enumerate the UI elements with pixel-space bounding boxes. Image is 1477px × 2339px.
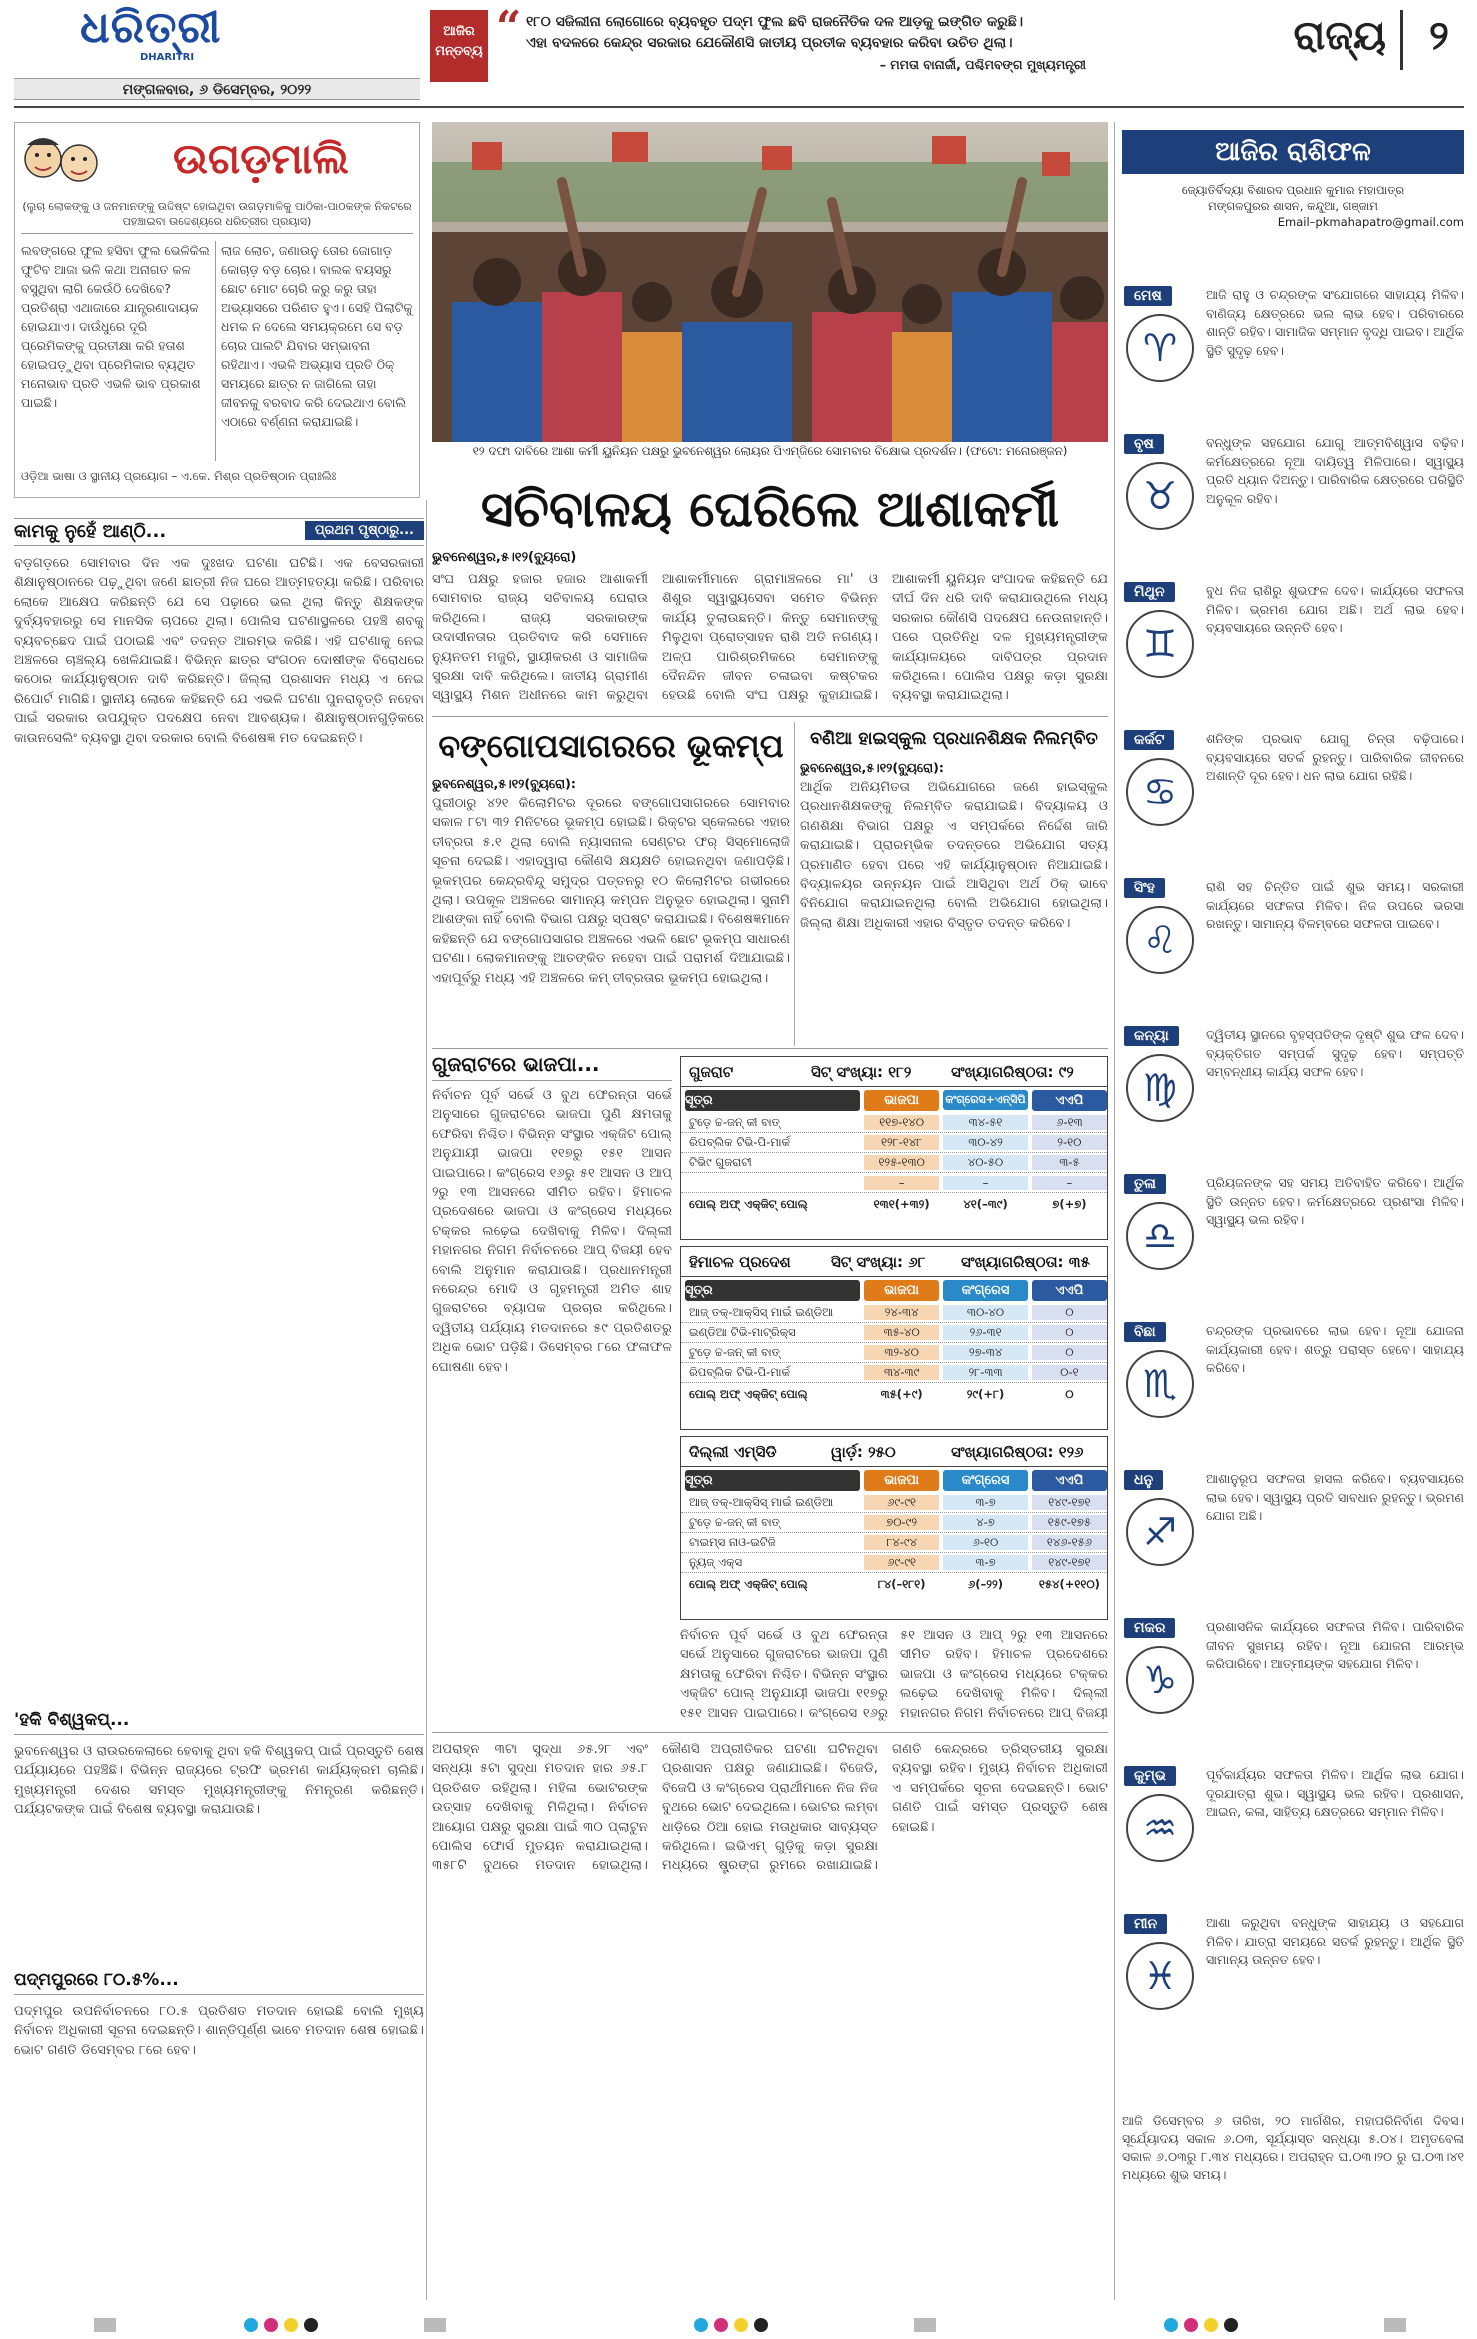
exit-poll-table-delhi-mcd (680, 1436, 1108, 1620)
gray-block (914, 2318, 936, 2332)
cell: ୨୬-୩୧ (943, 1325, 1028, 1340)
photo-illustration (432, 122, 1108, 442)
cell: ୬-୧୦ (943, 1535, 1028, 1550)
cyan-dot (244, 2318, 258, 2332)
table-row (681, 1493, 1107, 1513)
zodiac-list (1122, 242, 1464, 2062)
cell: ୨୭-୩୪ (943, 1345, 1028, 1360)
left-column (14, 510, 424, 2310)
cell: ୩-୭ (943, 1555, 1028, 1570)
zodiac-name: ବିଛା (1124, 1322, 1166, 1342)
zodiac-text: ପୂର୍ବକାର୍ଯ୍ୟର ସଫଳତା ମିଳିବ। ଆର୍ଥିକ ଲାଭ ଯୋଗ। ଦୂରଯାତ୍ରା ଶୁଭ। ସ୍ୱାସ୍ଥ୍ୟ ଭଲ ରହିବ। ପ୍ରଶାସନ, ଆଇନ, କଳା, ସାହିତ୍ୟ କ୍ଷେତ୍ରରେ ସମ୍ମାନ ମିଳିବ। (1206, 1767, 1464, 1819)
lead-body: ସଂଘ ପକ୍ଷରୁ ହଜାର ହଜାର ଆଶାକର୍ମୀ ସୋମବାର ରାଜ୍ୟ ସଚିବାଳୟ ଘେରାଉ କରିଥିଲେ। ରାଜ୍ୟ ସରକାରଙ୍କ ଉଦାସୀନତାର ପ୍ରତିବାଦ କରି ସେମାନେ ନ୍ୟୁନତମ ମଜୁରି, ସ୍ଥାୟୀକରଣ ଓ ସାମାଜିକ ସୁରକ୍ଷା ଦାବି କରିଥିଲେ। ଜାତୀୟ ଗ୍ରାମୀଣ ସ୍ୱାସ୍ଥ୍ୟ ମିଶନ ଅଧୀନରେ କାମ କରୁଥିବା ଆଶାକର୍ମୀମାନେ ଗ୍ରାମାଞ୍ଚଳରେ ମା' ଓ ଶିଶୁର ସ୍ୱାସ୍ଥ୍ୟସେବା ସମେତ ବିଭିନ୍ନ କାର୍ଯ୍ୟ ତୁଲାଉଛନ୍ତି। କିନ୍ତୁ ସେମାନଙ୍କୁ ମିଳୁଥିବା ପ୍ରୋତ୍ସାହନ ରାଶି ଅତି ନଗଣ୍ୟ। ଅଳ୍ପ ପାରିଶ୍ରମିକରେ ସେମାନଙ୍କୁ ଦୈନନ୍ଦିନ ଜୀବନ ଚଳାଇବା କଷ୍ଟକର ହେଉଛି ବୋଲି ସଂଘ ପକ୍ଷରୁ କୁହାଯାଇଛି। ଆଶାକର୍ମୀ ୟୁନିୟନ ସଂପାଦକ କହିଛନ୍ତି ଯେ ଦୀର୍ଘ ଦିନ ଧରି ଦାବି କରାଯାଉଥିଲେ ମଧ୍ୟ ସରକାର କୌଣସି ପଦକ୍ଷେପ ନେଉନାହାନ୍ତି। ପରେ ପ୍ରତିନିଧି ଦଳ ମୁଖ୍ୟମନ୍ତ୍ରୀଙ୍କ କାର୍ଯ୍ୟାଳୟରେ ଦାବିପତ୍ର ପ୍ରଦାନ କରିଥିଲେ। ପୋଲିସ ପକ୍ଷରୁ କଡ଼ା ସୁରକ୍ଷା ବ୍ୟବସ୍ଥା କରାଯାଇଥିଲା। (432, 572, 1108, 704)
magenta-dot (1184, 2318, 1198, 2332)
cartoon-col-1: ଲବଙ୍ଗରେ ଫୁଲ ହସିବା ଫୁଲ ଭେଳିକିଲ ଫୁଟିବ ଆଜା ଭଳି କଥା ଅନାଗତ କଳ ବସୁଥିବା ଲାଗି କେଉଁଠି ଦେଖିବେ? ପ୍ରତିଶ୍ରା ଏଥାଜାରେ ଯାନ୍ତ୍ରଣାଦାୟକ ହୋଇଯାଏ। ଦାଉଁଧୁରେ ଦୂରି ପ୍ରେମିକଙ୍କୁ ପ୍ରତୀକ୍ଷା କରି ହତାଶ ହୋଇପଡ଼ୁଥିବା ପ୍ରେମିକାର ବ୍ୟଥିତ ମନୋଭାବ ପ୍ରତି ଏଭଳି ଭାବ ପ୍ରକାଶ ପାଇଛି। (21, 243, 210, 410)
zodiac-name: ମକର (1124, 1618, 1175, 1638)
magenta-dot (714, 2318, 728, 2332)
bottom-section-rule (432, 1732, 1108, 1733)
teacher-body: ଆର୍ଥିକ ଅନିୟମିତତା ଅଭିଯୋଗରେ ଜଣେ ହାଇସ୍କୁଲ ପ୍ରଧାନଶିକ୍ଷକଙ୍କୁ ନିଲମ୍ବିତ କରାଯାଇଛି। ବିଦ୍ୟାଳୟ ଓ ଗଣଶିକ୍ଷା ବିଭାଗ ପକ୍ଷରୁ ଏ ସମ୍ପର୍କରେ ନିର୍ଦ୍ଦେଶ ଜାରି କରାଯାଇଛି। ପ୍ରାରମ୍ଭିକ ତଦନ୍ତରେ ଅଭିଯୋଗ ସତ୍ୟ ପ୍ରମାଣିତ ହେବା ପରେ ଏହି କାର୍ଯ୍ୟାନୁଷ୍ଠାନ ନିଆଯାଇଛି। ବିଦ୍ୟାଳୟର ଉନ୍ନୟନ ପାଇଁ ଆସିଥିବା ଅର୍ଥ ଠିକ୍ ଭାବେ ବିନିଯୋଗ କରାଯାଇନଥିଲା ବୋଲି ଅଭିଯୋଗ ହୋଇଥିଲା। ଜିଲ୍ଲା ଶିକ୍ଷା ଅଧିକାରୀ ଏହାର ବିସ୍ତୃତ ତଦନ୍ତ କରିବେ। (800, 780, 1108, 931)
table-state: ହିମାଚଳ ପ୍ରଦେଶ (689, 1252, 791, 1271)
logo-subtitle: DHARITRI (140, 52, 195, 63)
zodiac-glyph-icon: ♓ (1126, 1942, 1194, 2010)
cell: ୨-୧୦ (1032, 1135, 1107, 1150)
cell: ୭(+୭) (1052, 1196, 1087, 1211)
quote-label-top: ଆଜିର (443, 24, 475, 39)
table-seats: ସିଟ୍ ସଂଖ୍ୟା: ୧୮୨ (811, 1062, 912, 1081)
table-row (681, 1133, 1107, 1153)
cell: ୧୪୯-୧୭୧ (1032, 1555, 1107, 1570)
protest-photo (432, 122, 1108, 442)
cell: ୩୫-୪୦ (864, 1325, 939, 1340)
zodiac-glyph-icon: ♑ (1126, 1646, 1194, 1714)
article-head: କାମକୁ ନୁହେଁ ଆଣ୍ଠି... (14, 521, 167, 542)
cell: ୨୯(+୮) (966, 1386, 1005, 1401)
mid-rule (432, 1048, 1108, 1049)
astrologer-email: Email–pkmahapatro@gmail.com (1277, 215, 1464, 229)
quake-dateline: ଭୁବନେଶ୍ୱର,୫।୧୨(ବ୍ୟୁରୋ): (432, 776, 576, 791)
yellow-dot (734, 2318, 748, 2332)
cell: ୦ (1032, 1345, 1107, 1360)
quake-body: ପୁରୀଠାରୁ ୪୨୧ କିଲୋମିଟର ଦୂରରେ ବଙ୍ଗୋପସାଗରରେ ସୋମବାର ସକାଳ ୮ଟା ୩୨ ମିନିଟରେ ଭୂକମ୍ପ ହୋଇଛି। ରିକ୍ଟର ସ୍କେଲରେ ଏହାର ତୀବ୍ରତା ୫.୧ ଥିଲା ବୋଲି ନ୍ୟାସନାଲ ସେଣ୍ଟର ଫର୍ ସିସ୍‌ମୋଲୋଜି ସୂଚନା ଦେଇଛି। ଏହାଦ୍ୱାରା କୌଣସି କ୍ଷୟକ୍ଷତି ହୋଇନଥିବା ଜଣାପଡ଼ିଛି। ଭୂକମ୍ପର କେନ୍ଦ୍ରବିନ୍ଦୁ ସମୁଦ୍ର ପତ୍ତନରୁ ୧୦ କିଲୋମିଟର ଗଭୀରରେ ଥିଲା। ଉପକୂଳ ଅଞ୍ଚଳରେ ସାମାନ୍ୟ କମ୍ପନ ଅନୁଭୂତ ହୋଇଥିଲା। ସୁନାମି ଆଶଙ୍କା ନାହିଁ ବୋଲି ବିଭାଗ ପକ୍ଷରୁ ସ୍ପଷ୍ଟ କରାଯାଇଛି। ବିଶେଷଜ୍ଞମାନେ କହିଛନ୍ତି ଯେ ବଙ୍ଗୋପସାଗର ଅଞ୍ଚଳରେ ଏଭଳି ଛୋଟ ଭୂକମ୍ପ ସାଧାରଣ ଘଟଣା। ଲୋକମାନଙ୍କୁ ଆତଙ୍କିତ ନହେବା ପାଇଁ ପରାମର୍ଶ ଦିଆଯାଇଛି। ଏହାପୂର୍ବରୁ ମଧ୍ୟ ଏହି ଅଞ୍ଚଳରେ କମ୍ ତୀବ୍ରତାର ଭୂକମ୍ପ ହୋଇଥିଲା। (432, 796, 790, 986)
col-bjp: ଭାଜପା (864, 1280, 939, 1301)
table-header (681, 1467, 1107, 1493)
table-majority: ସଂଖ୍ୟାଗରିଷ୍ଠତା: ୯୨ (951, 1062, 1074, 1081)
cell: ୧୨୮-୧୪୮ (864, 1135, 939, 1150)
black-dot (1224, 2318, 1238, 2332)
cell: ଟୁଡ଼େ ଚ୍ଚ-ଜନ୍ କୀ ବାତ୍ (689, 1345, 780, 1359)
col-source: ସୂତ୍ର (685, 1280, 860, 1301)
cell: ଟିଭି୯ ଗୁଜରାଟୀ (689, 1155, 752, 1169)
quote-line-1: ୧୮୦ ସଜିଲୀନା ଲୋଗୋରେ ବ୍ୟବହୃତ ପଦ୍ମ ଫୁଲ ଛବି ରାଜନୈତିକ ଦଳ ଆଡ଼କୁ ଇଙ୍ଗିତ କରୁଛି। (526, 14, 1023, 30)
exit-poll-table-gujarat (680, 1056, 1108, 1240)
cell: ୩୪-୩୯ (864, 1365, 939, 1380)
padmapur-body: ପଦ୍ମପୁର ଉପନିର୍ବାଚନରେ ୮୦.୫ ପ୍ରତିଶତ ମତଦାନ ହୋଇଛି ବୋଲି ମୁଖ୍ୟ ନିର୍ବାଚନ ଅଧିକାରୀ ସୂଚନା ଦେଇଛନ୍ତି। ଶାନ୍ତିପୂର୍ଣ୍ଣ ଭାବେ ମତଦାନ ଶେଷ ହୋଇଛି। ଭୋଟ ଗଣତି ଡିସେମ୍ବର ୮ରେ ହେବ। (14, 2004, 424, 2058)
cell: ୨୮-୩୩ (943, 1365, 1028, 1380)
cartoon-faces (21, 129, 101, 201)
hockey-body: ଭୁବନେଶ୍ୱର ଓ ରାଉରକେଲାରେ ହେବାକୁ ଥିବା ହକି ବିଶ୍ୱକପ୍ ପାଇଁ ପ୍ରସ୍ତୁତି ଶେଷ ପର୍ଯ୍ୟାୟରେ ପହଞ୍ଚିଛି। ବିଭିନ୍ନ ରାଜ୍ୟରେ ଟ୍ରଫି ଭ୍ରମଣ କାର୍ଯ୍ୟକ୍ରମ ଚାଲିଛି। ମୁଖ୍ୟମନ୍ତ୍ରୀ ଦେଶର ସମସ୍ତ ମୁଖ୍ୟମନ୍ତ୍ରୀଙ୍କୁ ନିମନ୍ତ୍ରଣ କରିଛନ୍ତି। ପର୍ଯ୍ୟଟକଙ୍କ ପାଇଁ ବିଶେଷ ବ୍ୟବସ୍ଥା କରାଯାଉଛି। (14, 1744, 424, 1818)
quote-line-2: ଏହା ବଦଳରେ କେନ୍ଦ୍ର ସରକାର ଯେକୌଣସି ଜାତୀୟ ପ୍ରତୀକ ବ୍ୟବହାର କରିବା ଉଚିତ ଥିଲା। (526, 35, 1013, 51)
table-row (681, 1113, 1107, 1133)
col-divider-1 (426, 500, 427, 2300)
table-footer (681, 1193, 1107, 1215)
zodiac-sign-11 (1122, 1766, 1464, 1908)
cell: ୧୨୫-୧୩୦ (864, 1155, 939, 1170)
cell: ୭୦-୯୨ (864, 1515, 939, 1530)
col-congress: କଂଗ୍ରେସ (943, 1280, 1028, 1301)
col-aap: ଏଏପି (1032, 1470, 1107, 1491)
yellow-dot (1204, 2318, 1218, 2332)
quake-headline: ବଙ୍ଗୋପସାଗରରେ ଭୂକମ୍ପ (438, 727, 784, 765)
zodiac-sign-4 (1122, 730, 1464, 872)
zodiac-sign-3 (1122, 582, 1464, 724)
astrologer-address: ମଙ୍ଗଳପୁରର ଶାସନ, କନ୍ଦୁଆ, ଗଞ୍ଜାମ (1208, 199, 1378, 213)
zodiac-sign-2 (1122, 434, 1464, 576)
zodiac-glyph-icon: ♉ (1126, 462, 1194, 530)
cyan-dot (694, 2318, 708, 2332)
yellow-dot (284, 2318, 298, 2332)
zodiac-sign-1 (1122, 286, 1464, 428)
zodiac-sign-7 (1122, 1174, 1464, 1316)
cartoon-illustration (21, 129, 101, 201)
zodiac-glyph-icon: ♒ (1126, 1794, 1194, 1862)
cell: ୦ (1032, 1325, 1107, 1340)
lead-bottom-rule (432, 716, 1108, 717)
col-aap: ଏଏପି (1032, 1090, 1107, 1111)
cell: ୮୪-୯୪ (864, 1535, 939, 1550)
sub-head-padmapur: ପଦ୍ମପୁରରେ ୮୦.୫%... (14, 1970, 424, 1995)
table-footer (681, 1383, 1107, 1405)
zodiac-name: ମେଷ (1124, 286, 1172, 306)
table-seats: ୱାର୍ଡ଼: ୨୫୦ (831, 1442, 896, 1461)
cell: ୩୫(+୯) (880, 1386, 923, 1401)
cartoon-box (14, 122, 420, 498)
zodiac-text: ଆଶା କରୁଥିବା ବନ୍ଧୁଙ୍କ ସାହାଯ୍ୟ ଓ ସହଯୋଗ ମିଳିବ। ଯାତ୍ରା ସମୟରେ ସତର୍କ ରୁହନ୍ତୁ। ଆର୍ଥିକ ସ୍ଥିତି ସାମାନ୍ୟ ଉନ୍ନତ ହେବ। (1206, 1915, 1464, 1967)
col-bjp: ଭାଜପା (864, 1470, 939, 1491)
cell: ଆଜ୍ ତକ୍-ଆକ୍ସିସ୍ ମାଇଁ ଇଣ୍ଡିଆ (689, 1495, 834, 1509)
table-row (681, 1173, 1107, 1193)
cell: ରିପବ୍ଲିକ ଟିଭି-ପି-ମାର୍କ (689, 1365, 790, 1379)
col-congress: କଂଗ୍ରେସ (943, 1470, 1028, 1491)
quake-teacher-divider (794, 722, 795, 1046)
zodiac-name: କନ୍ୟା (1124, 1026, 1179, 1046)
black-dot (754, 2318, 768, 2332)
col-bjp: ଭାଜପା (864, 1090, 939, 1111)
cell: ଟୁଡ଼େ ଚ୍ଚ-ଜନ୍ କୀ ବାତ୍ (689, 1115, 780, 1129)
gujarat-head: ଗୁଜରାଟରେ ଭାଜପା... (432, 1052, 672, 1081)
zodiac-name: କୁମ୍ଭ (1124, 1766, 1176, 1786)
table-row (681, 1343, 1107, 1363)
cyan-dot (1164, 2318, 1178, 2332)
black-dot (304, 2318, 318, 2332)
table-majority: ସଂଖ୍ୟାଗରିଷ୍ଠତା: ୧୨୬ (951, 1442, 1084, 1461)
cell: ୬୯-୯୧ (864, 1555, 939, 1570)
section-divider (1400, 10, 1403, 70)
zodiac-text: ପ୍ରଶାସନିକ କାର୍ଯ୍ୟରେ ସଫଳତା ମିଳିବ। ପାରିବାରିକ ଜୀବନ ସୁଖମୟ ରହିବ। ନୂଆ ଯୋଜନା ଆରମ୍ଭ କରିପାରିବେ। ଆତ୍ମୀୟଙ୍କ ସହଯୋଗ ମିଳିବ। (1206, 1619, 1464, 1671)
zodiac-glyph-icon: ♈ (1126, 314, 1194, 382)
table-footer (681, 1573, 1107, 1595)
cell: ୩୨-୪୦ (864, 1345, 939, 1360)
zodiac-name: ବୃଷ (1124, 434, 1164, 454)
astrologer-name: ଜ୍ୟୋତିର୍ବିଦ୍ୟା ବିଶାରଦ ପ୍ରଧାନ କୁମାର ମହାପାତ୍ର (1181, 183, 1405, 197)
table-seats: ସିଟ୍ ସଂଖ୍ୟା: ୬୮ (831, 1252, 926, 1271)
zodiac-sign-8 (1122, 1322, 1464, 1464)
zodiac-glyph-icon: ♊ (1126, 610, 1194, 678)
zodiac-text: ରାଶି ସହ ଚିନ୍ତିତ ପାଇଁ ଶୁଭ ସମୟ। ସରକାରୀ କାର୍ଯ୍ୟରେ ସଫଳତା ମିଳିବ। ନିଜ ଉପରେ ଭରସା ରଖନ୍ତୁ। ସାମାନ୍ୟ ବିଳମ୍ବରେ ସଫଳତା ପାଇବେ। (1206, 879, 1464, 931)
cell: ୦-୧ (1032, 1365, 1107, 1380)
table-row (681, 1153, 1107, 1173)
table-row (681, 1553, 1107, 1573)
zodiac-text: ଦ୍ୱିତୀୟ ସ୍ଥାନରେ ବୃହସ୍ପତିଙ୍କ ଦୃଷ୍ଟି ଶୁଭ ଫଳ ଦେବ। ବ୍ୟକ୍ତିଗତ ସମ୍ପର୍କ ସୁଦୃଢ଼ ହେବ। ସମ୍ପତ୍ତି ସମ୍ବନ୍ଧୀୟ କାର୍ଯ୍ୟ ସଫଳ ହେବ। (1206, 1027, 1464, 1079)
logo: ଧରିତ୍ରୀ (80, 2, 222, 53)
cell: ୬୯-୯୧ (864, 1495, 939, 1510)
cell: ପୋଲ୍ ଅଫ୍ ଏକ୍ଜିଟ୍ ପୋଲ୍ (689, 1196, 808, 1211)
table-header (681, 1277, 1107, 1303)
zodiac-name: ମୀନ (1124, 1914, 1167, 1934)
section-name: ରାଜ୍ୟ (1293, 12, 1386, 59)
zodiac-sign-12 (1122, 1914, 1464, 2056)
cell: ରିପବ୍ଲିକ ଟିଭି-ପି-ମାର୍କ (689, 1135, 790, 1149)
print-marks (0, 2310, 1477, 2339)
cartoon-subtitle: (ଲୁଚା ଲୋକଙ୍କୁ ଓ ଜନମାନଙ୍କୁ ଉଦ୍ଦିଷ୍ଟ ହୋଇଥିବା ଉଗଡ଼ମାଳିକୁ ପାଠିକା-ପାଠକଙ୍କ ନିକଟରେ ପହଞ୍ଚାଇବା ଉଦ୍ଦେଶ୍ୟରେ ଧରିତ୍ରୀର ପ୍ରୟାସ) (21, 199, 413, 234)
zodiac-text: ଚନ୍ଦ୍ରଙ୍କ ପ୍ରଭାବରେ ଲାଭ ହେବ। ନୂଆ ଯୋଜନା କାର୍ଯ୍ୟକାରୀ ହେବ। ଶତ୍ରୁ ପରାସ୍ତ ହେବେ। ସାହାଯ୍ୟ କରିବେ। (1206, 1323, 1464, 1375)
cell: ୧୪୯-୧୭୧ (1032, 1495, 1107, 1510)
teacher-dateline: ଭୁବନେଶ୍ୱର,୫।୧୨(ବ୍ୟୁରୋ): (800, 760, 944, 775)
cell: ୪୦-୫୦ (943, 1155, 1028, 1170)
horoscope-section (1122, 122, 1464, 2302)
gujarat-body: ନିର୍ବାଚନ ପୂର୍ବ ସର୍ଭେ ଓ ବୁଥ ଫେରନ୍ତା ସର୍ଭେ ଅନୁସାରେ ଗୁଜରାଟରେ ଭାଜପା ପୁଣି କ୍ଷମତାକୁ ଫେରିବା ନିଶ୍ଚିତ। ବିଭିନ୍ନ ସଂସ୍ଥାର ଏକ୍ଜିଟ ପୋଲ୍ ଅନୁଯାୟୀ ଭାଜପା ୧୧୭ରୁ ୧୫୧ ଆସନ ପାଇପାରେ। କଂଗ୍ରେସ ୧୬ରୁ ୫୧ ଆସନ ଓ ଆପ୍ ୨ରୁ ୧୩ ଆସନରେ ସୀମିତ ରହିବ। ହିମାଚଳ ପ୍ରଦେଶରେ ଭାଜପା ଓ କଂଗ୍ରେସ ମଧ୍ୟରେ ଟକ୍କର ଲଢ଼େଇ ଦେଖିବାକୁ ମିଳିବ। ଦିଲ୍ଲୀ ମହାନଗର ନିଗମ ନିର୍ବାଚନରେ ଆପ୍ ବିଜୟୀ ହେବ ବୋଲି ଅନୁମାନ କରାଯାଉଛି। ପ୍ରଧାନମନ୍ତ୍ରୀ ନରେନ୍ଦ୍ର ମୋଦି ଓ ଗୃହମନ୍ତ୍ରୀ ଅମିତ ଶାହ ଗୁଜରାଟରେ ବ୍ୟାପକ ପ୍ରଚାର କରିଥିଲେ। ଦ୍ୱିତୀୟ ପର୍ଯ୍ୟାୟ ମତଦାନରେ ୫୯ ପ୍ରତିଶତରୁ ଅଧିକ ଭୋଟ ପଡ଼ିଛି। ଡିସେମ୍ବର ୮ରେ ଫଳାଫଳ ଘୋଷଣା ହେବ। (432, 1088, 672, 1375)
sub-head-hockey: 'ହକି ବିଶ୍ୱକପ୍... (14, 1710, 424, 1735)
cartoon-credit: ଓଡ଼ିଆ ଭାଷା ଓ ସ୍ଥାନୀୟ ପ୍ରୟୋଗ – ଏ.କେ. ମିଶ୍ର ପ୍ରତିଷ୍ଠାନ ପ୍ରାଃଲିଃ (21, 469, 337, 483)
zodiac-sign-5 (1122, 878, 1464, 1020)
cell: ୧୪୬-୧୫୬ (1032, 1535, 1107, 1550)
cell: ଇଣ୍ଡିଆ ଟିଭି-ମାଟ୍ରିକ୍ସ (689, 1325, 796, 1339)
col-aap: ଏଏପି (1032, 1280, 1107, 1301)
cell: ୩୦-୪୦ (943, 1305, 1028, 1320)
zodiac-glyph-icon: ♎ (1126, 1202, 1194, 1270)
teacher-headline: ବଣିଆ ହାଇସ୍କୁଲ ପ୍ରଧାନଶିକ୍ଷକ ନିଲମ୍ବିତ (810, 729, 1098, 749)
zodiac-glyph-icon: ♏ (1126, 1350, 1194, 1418)
lead-dateline: ଭୁବନେଶ୍ୱର,୫।୧୨(ବ୍ୟୁରୋ) (432, 550, 577, 565)
masthead-rule (14, 106, 1464, 108)
table-state: ଗୁଜରାଟ (689, 1062, 734, 1081)
zodiac-text: ବୁଧ ନିଜ ରାଶିରୁ ଶୁଭଫଳ ଦେବ। କାର୍ଯ୍ୟରେ ସଫଳତା ମିଳିବ। ଭ୍ରମଣ ଯୋଗ ଅଛି। ଅର୍ଥ ଲାଭ ହେବ। ବ୍ୟବସାୟରେ ଉନ୍ନତି ହେବ। (1206, 583, 1464, 635)
zodiac-text: ପ୍ରିୟଜନଙ୍କ ସହ ସମୟ ଅତିବାହିତ କରିବେ। ଆର୍ଥିକ ସ୍ଥିତି ଉନ୍ନତ ହେବ। କର୍ମକ୍ଷେତ୍ରରେ ପ୍ରଶଂସା ମିଳିବ। ସ୍ୱାସ୍ଥ୍ୟ ଭଲ ରହିବ। (1206, 1175, 1464, 1227)
cell: ପୋଲ୍ ଅଫ୍ ଏକ୍ଜିଟ୍ ପୋଲ୍ (689, 1386, 808, 1401)
cell: ଟାଇମ୍ସ ନାଓ-ଇଟିଜି (689, 1535, 776, 1549)
zodiac-text: ଆଜି ରାହୁ ଓ ଚନ୍ଦ୍ରଙ୍କ ସଂଯୋଗରେ ସାହାଯ୍ୟ ମିଳିବ। ବାଣିଜ୍ୟ କ୍ଷେତ୍ରରେ ଭଲ ଲାଭ ହେବ। ପରିବାରରେ ଶାନ୍ତି ରହିବ। ସାମାଜିକ ସମ୍ମାନ ବୃଦ୍ଧି ପାଇବ। ଆର୍ଥିକ ସ୍ଥିତି ସୁଦୃଢ଼ ହେବ। (1206, 287, 1464, 358)
masthead (0, 0, 1477, 122)
left-body: ବଡ଼ଗଡ଼ରେ ସୋମବାର ଦିନ ଏକ ଦୁଃଖଦ ଘଟଣା ଘଟିଛି। ଏକ ବେସରକାରୀ ଶିକ୍ଷାନୁଷ୍ଠାନରେ ପଢ଼ୁଥିବା ଜଣେ ଛାତ୍ରୀ ନିଜ ଘରେ ଆତ୍ମହତ୍ୟା କରିଛି। ପରିବାର ଲୋକେ ଆକ୍ଷେପ କରିଛନ୍ତି ଯେ ସେ ପଢ଼ାରେ ଭଲ ଥିଲା କିନ୍ତୁ ଶିକ୍ଷକଙ୍କ ଦୁର୍ବ୍ୟବହାରରୁ ସେ ମାନସିକ ଚାପରେ ଥିଲା। ପୋଲିସ ଘଟଣାସ୍ଥଳରେ ପହଞ୍ଚି ଶବକୁ ବ୍ୟବଚ୍ଛେଦ ପାଇଁ ପଠାଇଛି ଏବଂ ତଦନ୍ତ ଆରମ୍ଭ କରିଛି। ଏହି ଘଟଣାକୁ ନେଇ ଅଞ୍ଚଳରେ ଚାଞ୍ଚଲ୍ୟ ଖେଳିଯାଇଛି। ବିଭିନ୍ନ ଛାତ୍ର ସଂଗଠନ ଦୋଷୀଙ୍କ ବିରୋଧରେ କଠୋର କାର୍ଯ୍ୟାନୁଷ୍ଠାନ ଦାବି କରିଛନ୍ତି। ଜିଲ୍ଲା ପ୍ରଶାସନ ମଧ୍ୟ ଏ ନେଇ ରିପୋର୍ଟ ମାଗିଛି। ସ୍ଥାନୀୟ ଲୋକେ କହିଛନ୍ତି ଯେ ଏଭଳି ଘଟଣା ପୁନରାବୃତ୍ତି ନହେବା ପାଇଁ ସରକାର ଉପଯୁକ୍ତ ପଦକ୍ଷେପ ନେବା ଆବଶ୍ୟକ। ଶିକ୍ଷାନୁଷ୍ଠାନଗୁଡ଼ିକରେ କାଉନସେଲିଂ ବ୍ୟବସ୍ଥା ଥିବା ଦରକାର ବୋଲି ବିଶେଷଜ୍ଞ ମତ ଦେଇଛନ୍ତି। (14, 556, 424, 746)
table-title (681, 1437, 1107, 1467)
quote-label (430, 10, 488, 82)
cell: ୦ (1065, 1386, 1074, 1401)
col-source: ସୂତ୍ର (685, 1470, 860, 1491)
horoscope-footer: ଆଜି ଡିସେମ୍ବର ୬ ତାରିଖ, ୨୦ ମାର୍ଗଶିର, ମହାପରିନିର୍ବାଣ ଦିବସ। ସୂର୍ଯ୍ୟୋଦୟ ସକାଳ ୬.୦୩, ସୂର୍ଯ୍ୟାସ୍ତ ସନ୍ଧ୍ୟା ୫.୦୪। ଅମୃତବେଳା ସକାଳ ୬.୦୩ରୁ ୮.୩୪ ମଧ୍ୟରେ। ଅପରାହ୍ନ ଘ.୦୩।୨୦ ରୁ ଘ.୦୩।୪୧ ମଧ୍ୟରେ ଶୁଭ ସମୟ। (1122, 2113, 1464, 2182)
table-header (681, 1087, 1107, 1113)
col-divider-2 (1114, 122, 1115, 2300)
cell: – (943, 1176, 1028, 1190)
zodiac-name: କର୍କଟ (1124, 730, 1174, 750)
zodiac-sign-6 (1122, 1026, 1464, 1168)
cell: ୪-୭ (943, 1515, 1028, 1530)
quote-text (526, 12, 1086, 75)
cell: ୧୧୭-୧୪୦ (864, 1115, 939, 1130)
cell: ୬-୧୩ (1032, 1115, 1107, 1130)
cell: ୧୫୯-୧୭୫ (1032, 1515, 1107, 1530)
cell: – (864, 1176, 939, 1190)
magenta-dot (264, 2318, 278, 2332)
zodiac-glyph-icon: ♌ (1126, 906, 1194, 974)
table-row (681, 1513, 1107, 1533)
lead-headline: ସଚିବାଳୟ ଘେରିଲେ ଆଶାକର୍ମୀ (480, 479, 1060, 538)
cartoon-col-divider (215, 241, 216, 461)
cell: ୬(–୨୨) (968, 1576, 1003, 1591)
quote-author: – ମମତା ବାନାର୍ଜୀ, ପଶ୍ଚିମବଙ୍ଗ ମୁଖ୍ୟମନ୍ତ୍ରୀ (879, 57, 1086, 72)
table-row (681, 1363, 1107, 1383)
cell: – (1032, 1176, 1107, 1190)
table-row (681, 1303, 1107, 1323)
table-row (681, 1533, 1107, 1553)
cell: ୦ (1032, 1305, 1107, 1320)
cell: ନ୍ୟୁଜ୍ ଏକ୍ସ (689, 1555, 743, 1569)
cell: ୩୪-୫୧ (943, 1115, 1028, 1130)
cell: ୩୦-୪୨ (943, 1135, 1028, 1150)
table-title (681, 1247, 1107, 1277)
col-congress: କଂଗ୍ରେସ+ଏନ୍‌ସିପି (943, 1090, 1028, 1110)
quote-label-bottom: ମନ୍ତବ୍ୟ (435, 44, 483, 59)
table-majority: ସଂଖ୍ୟାଗରିଷ୍ଠତା: ୩୫ (961, 1252, 1090, 1271)
zodiac-name: ଧନୁ (1124, 1470, 1163, 1490)
cell: ୪୧(–୩୯) (963, 1196, 1008, 1211)
horoscope-author (1122, 182, 1464, 230)
zodiac-text: ଶନିଙ୍କ ପ୍ରଭାବ ଯୋଗୁ ଚିନ୍ତା ବଢ଼ିପାରେ। ବ୍ୟବସାୟରେ ସତର୍କ ରୁହନ୍ତୁ। ପାରିବାରିକ ଜୀବନରେ ଅଶାନ୍ତି ଦୂର ହେବ। ଧନ ଲାଭ ଯୋଗ ରହିଛି। (1206, 731, 1464, 783)
zodiac-glyph-icon: ♐ (1126, 1498, 1194, 1566)
exit-poll-table-himachal (680, 1246, 1108, 1430)
cell: ୮୪(–୧୮୧) (877, 1576, 926, 1591)
quote-mark: “ (496, 2, 522, 53)
zodiac-sign-10 (1122, 1618, 1464, 1760)
horoscope-title-bar: ଆଜିର ରାଶିଫଳ (1122, 130, 1464, 174)
continued-badge: ପ୍ରଥମ ପୃଷ୍ଠାରୁ... (305, 521, 424, 540)
page-number: ୨ (1429, 12, 1449, 59)
zodiac-sign-9 (1122, 1470, 1464, 1612)
gray-block (424, 2318, 446, 2332)
table-title (681, 1057, 1107, 1087)
zodiac-text: ବନ୍ଧୁଙ୍କ ସହଯୋଗ ଯୋଗୁ ଆତ୍ମବିଶ୍ୱାସ ବଢ଼ିବ। କର୍ମକ୍ଷେତ୍ରରେ ନୂଆ ଦାୟିତ୍ୱ ମିଳିପାରେ। ସ୍ୱାସ୍ଥ୍ୟ ପ୍ରତି ଧ୍ୟାନ ଦିଅନ୍ତୁ। ପାରିବାରିକ କ୍ଷେତ୍ରରେ ପରିସ୍ଥିତି ଅନୁକୂଳ ରହିବ। (1206, 435, 1464, 506)
cell: ୧୩୧(+୩୨) (873, 1196, 930, 1211)
gray-block (1384, 2318, 1406, 2332)
left-kicker (14, 518, 424, 546)
cell: ପୋଲ୍ ଅଫ୍ ଏକ୍ଜିଟ୍ ପୋଲ୍ (689, 1576, 808, 1591)
cell: ୩-୫ (1032, 1155, 1107, 1170)
zodiac-glyph-icon: ♍ (1126, 1054, 1194, 1122)
zodiac-text: ଆଶାନୁରୂପ ସଫଳତା ହାସଲ କରିବେ। ବ୍ୟବସାୟରେ ଲାଭ ହେବ। ସ୍ୱାସ୍ଥ୍ୟ ପ୍ରତି ସାବଧାନ ରୁହନ୍ତୁ। ଭ୍ରମଣ ଯୋଗ ଅଛି। (1206, 1471, 1464, 1523)
cartoon-col-2: ଲାଜ ଲୋଚ, ଜଣାଉନୁ ତୋର ଜୋଗାଡ଼ କୋଚାଡ଼ ବଡ଼ ଚୋର। ବାଲକ ବୟସରୁ ଛୋଟ ମୋଟ ଚୋରି କରୁ କରୁ ତାହା ଅଭ୍ୟାସରେ ପରିଣତ ହୁଏ। ସେହି ପିଲାଟିକୁ ଧମକ ନ ଦେଲେ ସମୟକ୍ରମେ ସେ ବଡ଼ ଚୋର ପାଲଟି ଯିବାର ସମ୍ଭାବନା ରହିଥାଏ। ଏଭଳି ଅଭ୍ୟାସ ପ୍ରତି ଠିକ୍ ସମୟରେ ଛାତ୍ର ନ ଜାଗିଲେ ତାହା ଜୀବନକୁ ବରବାଦ କରି ଦେଇଥାଏ ବୋଲି ଏଠାରେ ବର୍ଣ୍ଣନା କରାଯାଇଛି। (221, 243, 413, 429)
zodiac-name: ତୁଳା (1124, 1174, 1166, 1194)
gujarat-continued-body: ନିର୍ବାଚନ ପୂର୍ବ ସର୍ଭେ ଓ ବୁଥ ଫେରନ୍ତା ସର୍ଭେ ଅନୁସାରେ ଗୁଜରାଟରେ ଭାଜପା ପୁଣି କ୍ଷମତାକୁ ଫେରିବା ନିଶ୍ଚିତ। ବିଭିନ୍ନ ସଂସ୍ଥାର ଏକ୍ଜିଟ ପୋଲ୍ ଅନୁଯାୟୀ ଭାଜପା ୧୧୭ରୁ ୧୫୧ ଆସନ ପାଇପାରେ। କଂଗ୍ରେସ ୧୬ରୁ ୫୧ ଆସନ ଓ ଆପ୍ ୨ରୁ ୧୩ ଆସନରେ ସୀମିତ ରହିବ। ହିମାଚଳ ପ୍ରଦେଶରେ ଭାଜପା ଓ କଂଗ୍ରେସ ମଧ୍ୟରେ ଟକ୍କର ଲଢ଼େଇ ଦେଖିବାକୁ ମିଳିବ। ଦିଲ୍ଲୀ ମହାନଗର ନିଗମ ନିର୍ବାଚନରେ ଆପ୍ ବିଜୟୀ (680, 1628, 1108, 1721)
zodiac-name: ସିଂହ (1124, 878, 1165, 898)
cell: ୧୫୪(+୧୧୦) (1038, 1576, 1100, 1591)
cell: ଟୁଡ଼େ ଚ୍ଚ-ଜନ୍ କୀ ବାତ୍ (689, 1515, 780, 1529)
bottom-article-body: ଅପରାହ୍ନ ୩ଟା ସୁଦ୍ଧା ୬୫.୨୮ ଏବଂ ସନ୍ଧ୍ୟା ୫ଟା ସୁଦ୍ଧା ମତଦାନ ହାର ୬୫.୮ ପ୍ରତିଶତ ରହିଥିଲା। ମହିଳା ଭୋଟରଙ୍କ ଉତ୍ସାହ ଦେଖିବାକୁ ମିଳିଥିଲା। ନିର୍ବାଚନ ଆୟୋଗ ପକ୍ଷରୁ ସୁରକ୍ଷା ପାଇଁ ୩୦ ପ୍ଲାଟୁନ ପୋଲିସ ଫୋର୍ସ ମୁତୟନ କରାଯାଇଥିଲା। ୩୫୮ଟି ବୁଥରେ ମତଦାନ ହୋଇଥିଲା। କୌଣସି ଅପ୍ରୀତିକର ଘଟଣା ଘଟିନଥିବା ପ୍ରଶାସନ ପକ୍ଷରୁ ଜଣାଯାଇଛି। ବିଜେଡି, ବିଜେପି ଓ କଂଗ୍ରେସ ପ୍ରାର୍ଥୀମାନେ ନିଜ ନିଜ ବୁଥରେ ଭୋଟ ଦେଇଥିଲେ। ଭୋଟର ଲମ୍ବା ଧାଡ଼ିରେ ଠିଆ ହୋଇ ମତାଧିକାର ସାବ୍ୟସ୍ତ କରିଥିଲେ। ଇଭିଏମ୍ ଗୁଡ଼ିକୁ କଡ଼ା ସୁରକ୍ଷା ମଧ୍ୟରେ ଷ୍ଟ୍ରଙ୍ଗ ରୁମରେ ରଖାଯାଇଛି। ଗଣତି କେନ୍ଦ୍ରରେ ତ୍ରିସ୍ତରୀୟ ସୁରକ୍ଷା ବ୍ୟବସ୍ଥା ରହିବ। ମୁଖ୍ୟ ନିର୍ବାଚନ ଅଧିକାରୀ ଏ ସମ୍ପର୍କରେ ସୂଚନା ଦେଇଛନ୍ତି। ଭୋଟ ଗଣତି ପାଇଁ ସମସ୍ତ ପ୍ରସ୍ତୁତି ଶେଷ ହୋଇଛି। (432, 1742, 1108, 1874)
photo-caption: ୧୨ ଦଫା ଦାବିରେ ଆଶା କର୍ମୀ ୟୁନିୟନ ପକ୍ଷରୁ ଭୁବନେଶ୍ୱର ଲୋୟର ପିଏମ୍‌ଜିରେ ସୋମବାର ବିକ୍ଷୋଭ ପ୍ରଦର୍ଶନ। (ଫଟୋ: ମନୋରଞ୍ଜନ) (472, 444, 1068, 458)
cell: ୩-୭ (943, 1495, 1028, 1510)
date-bar: ମଙ୍ଗଳବାର, ୬ ଡିସେମ୍ବର, ୨୦୨୨ (14, 78, 420, 100)
gray-block (94, 2318, 116, 2332)
cell: ଆଜ୍ ତକ୍-ଆକ୍ସିସ୍ ମାଇଁ ଇଣ୍ଡିଆ (689, 1305, 834, 1319)
cartoon-title: ଉଗଡ଼ମାଲି (173, 134, 349, 183)
table-state: ଦିଲ୍ଲୀ ଏମ୍‌ସିଡି (689, 1442, 777, 1461)
zodiac-glyph-icon: ♋ (1126, 758, 1194, 826)
zodiac-name: ମିଥୁନ (1124, 582, 1175, 602)
col-source: ସୂତ୍ର (685, 1090, 860, 1111)
cell: ୨୪-୩୪ (864, 1305, 939, 1320)
table-row (681, 1323, 1107, 1343)
